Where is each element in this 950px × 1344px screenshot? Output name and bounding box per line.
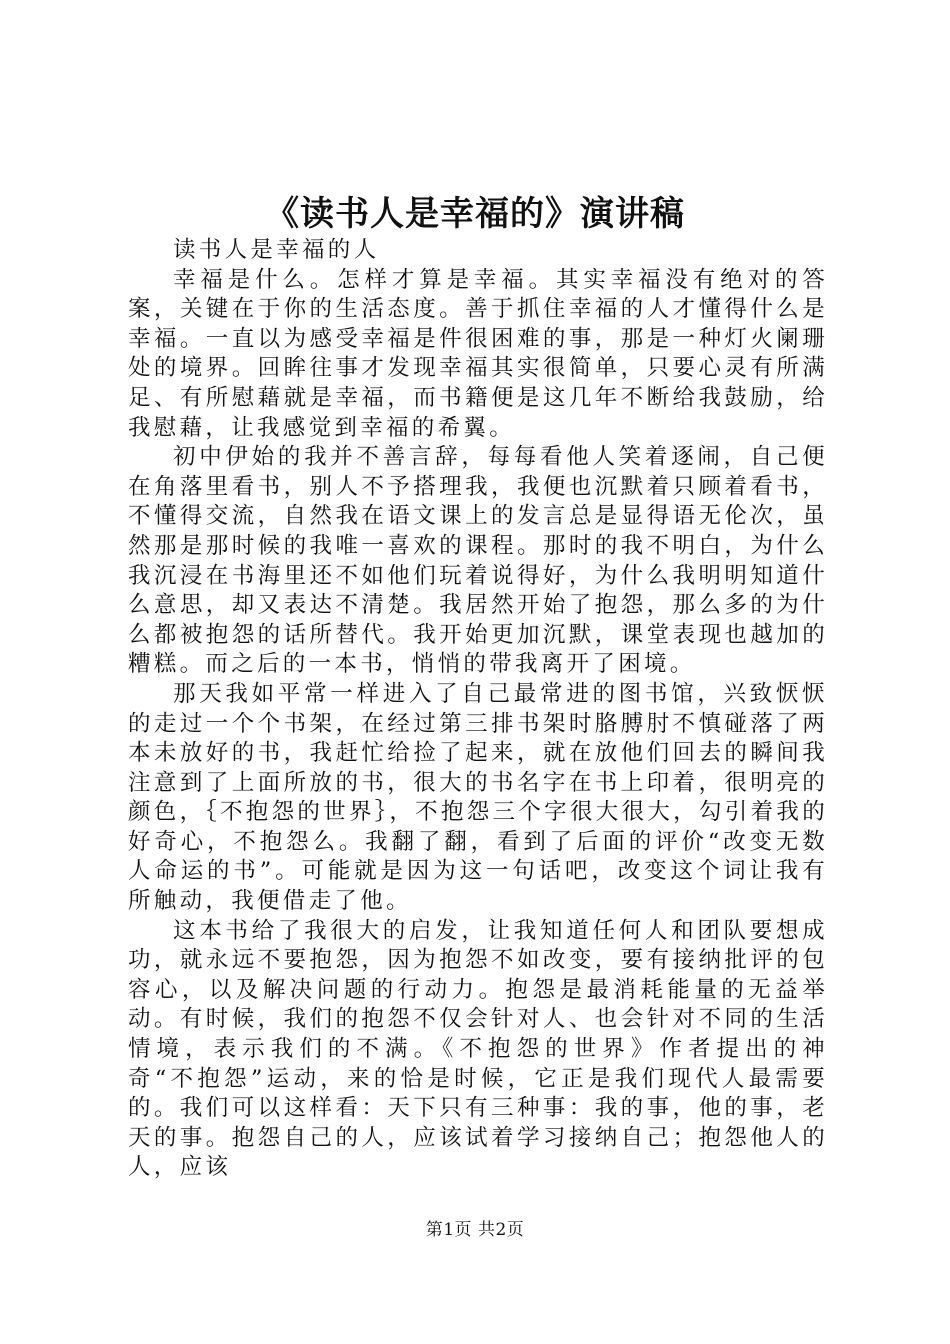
paragraph: 幸福是什么。怎样才算是幸福。其实幸福没有绝对的答案，关键在于你的生活态度。善于抓住幸福的人才懂得什么是幸福。一直以为感受幸福是件很困难的事，那是一种灯火阑珊处的境界。回眸往事才发现幸福其实很简单，只要心灵有所满足、有所慰藉就是幸福，而书籍便是这几年不断给我鼓励，给我慰藉，让我感觉到幸福的希翼。 [128, 266, 828, 441]
paragraph: 初中伊始的我并不善言辞，每每看他人笑着逐闹，自己便在角落里看书，别人不予搭理我，我便也沉默着只顾着看书，不懂得交流，自然我在语文课上的发言总是显得语无伦次，虽然那是那时候的我唯一喜欢的课程。那时的我不明白，为什么我沉浸在书海里还不如他们玩着说得好，为什么我明明知道什么意思，却又表达不清楚。我居然开始了抱怨，那么多的为什么都被抱怨的话所替代。我开始更加沉默，课堂表现也越加的糟糕。而之后的一本书，悄悄的带我离开了困境。 [128, 444, 828, 678]
document-body [128, 236, 828, 1183]
paragraph: 那天我如平常一样进入了自己最常进的图书馆，兴致恹恹的走过一个个书架，在经过第三排书架时胳膊肘不慎碰落了两本未放好的书，我赶忙给捡了起来，就在放他们回去的瞬间我注意到了上面所放的书，很大的书名字在书上印着，很明亮的颜色，｛不抱怨的世界｝，不抱怨三个字很大很大，勾引着我的好奇心，不抱怨么。我翻了翻，看到了后面的评价“改变无数人命运的书”。可能就是因为这一句话吧，改变这个词让我有所触动，我便借走了他。 [128, 680, 828, 915]
page-number-footer: 第1页 共2页 [425, 1220, 525, 1240]
paragraph: 这本书给了我很大的启发，让我知道任何人和团队要想成功，就永远不要抱怨，因为抱怨不如改变，要有接纳批评的包容心，以及解决问题的行动力。抱怨是最消耗能量的无益举动。有时候，我们的抱怨不仅会针对人、也会针对不同的生活情境，表示我们的不满。《不抱怨的世界》作者提出的神奇“不抱怨”运动，来的恰是时候，它正是我们现代人最需要的。我们可以这样看：天下只有三种事：我的事，他的事，老天的事。抱怨自己的人，应该试着学习接纳自己；抱怨他人的人，应该 [128, 917, 828, 1181]
paragraph-subtitle: 读书人是幸福的人 [173, 237, 380, 263]
document-title: 《读书人是幸福的》演讲稿 [265, 194, 685, 234]
